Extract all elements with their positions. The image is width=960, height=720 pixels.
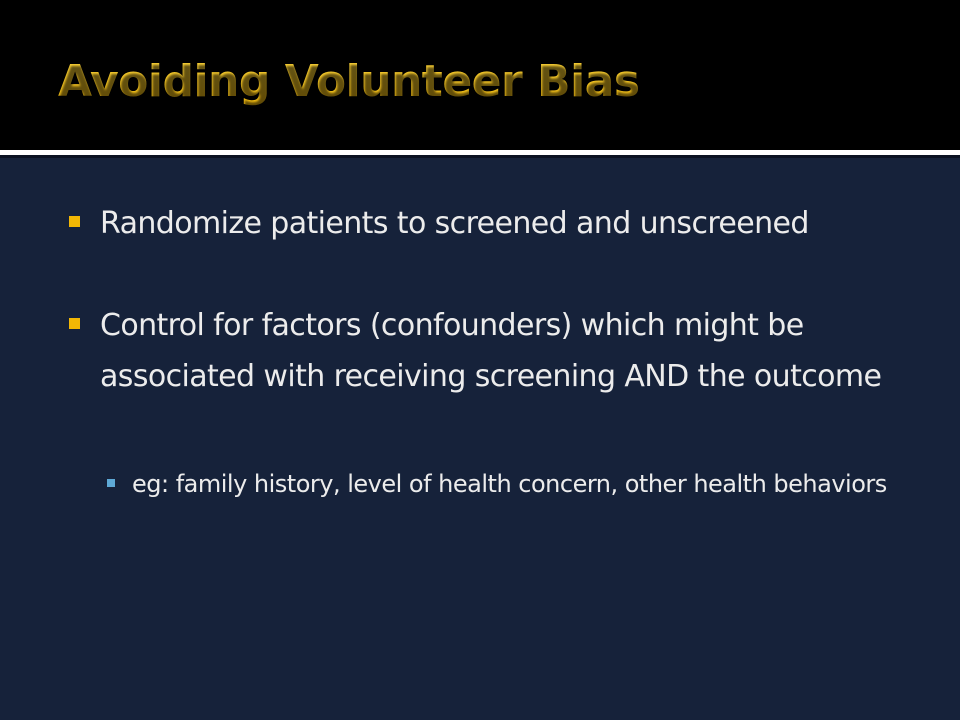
slide-title: Avoiding Volunteer Bias xyxy=(58,52,640,112)
sub-bullet-text: eg: family history, level of health concern, other health behaviors xyxy=(132,470,887,498)
bullet-text: Control for factors (confounders) which might be associated with receiving screening AND the outcome xyxy=(100,308,882,394)
small-square-bullet-icon xyxy=(107,479,115,487)
square-bullet-icon xyxy=(69,318,80,329)
sub-bullet-item xyxy=(132,466,912,503)
square-bullet-icon xyxy=(69,216,80,227)
bullet-item xyxy=(100,198,920,249)
bullet-item xyxy=(100,300,920,402)
bullet-text: Randomize patients to screened and unscreened xyxy=(100,206,809,241)
